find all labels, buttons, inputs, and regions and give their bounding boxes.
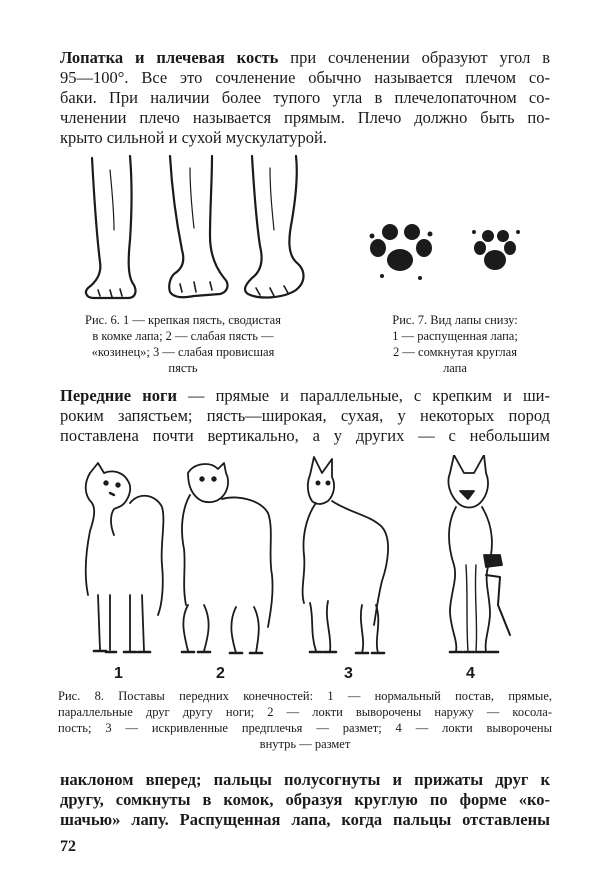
paragraph-line: баки. При наличии более тупого угла в плечелопаточном со- [60, 88, 550, 107]
caption-line: лапа [443, 361, 467, 375]
paragraph-line: другу, сомкнуты в комок, образуя круглую по форме «ко- [60, 790, 550, 809]
paragraph-line: поставлена почти вертикально, а у других — с небольшим [60, 426, 550, 445]
figure-8-number-1: 1 [114, 665, 123, 682]
figure-8-dogs [70, 455, 530, 670]
leg-illustration-2 [169, 156, 227, 297]
page-number: 72 [60, 838, 76, 855]
paragraph-line: Лопатка и плечевая кость при сочленении образуют угол в [60, 48, 551, 67]
paragraph-line: шачью» лапу. Распущенная лапа, когда пальцы отставлены [60, 810, 550, 829]
paragraph-line: наклоном вперед; пальцы полусогнуты и прижаты друг к [60, 770, 550, 789]
figure-7-caption [360, 312, 550, 376]
caption-line: Рис. 6. 1 — крепкая пясть, сводистая [85, 313, 281, 327]
dog-illustration-2 [182, 463, 273, 653]
caption-line: Рис. 8. Поставы передних конечностей: 1 — нормальный постав, прямые, [58, 689, 552, 703]
caption-line: 1 — распущенная лапа; [392, 329, 518, 343]
figure-8-caption [58, 688, 552, 752]
dog-illustration-4 [448, 455, 510, 652]
caption-line: внутрь — размет [259, 737, 351, 751]
figure-6-caption [58, 312, 308, 376]
paw-illustration-compact [472, 230, 520, 270]
caption-line: параллельные друг другу ноги; 2 — локти выворочены наружу — косола- [58, 705, 552, 719]
leg-illustration-3 [245, 156, 303, 297]
paragraph-line: Передние ноги — прямые и параллельные, с крепким и ши- [60, 386, 550, 405]
figure-6-legs [70, 150, 320, 310]
paragraph-paw [60, 770, 550, 830]
paw-illustration-spread [370, 224, 433, 280]
leg-illustration-1 [86, 156, 135, 298]
paragraph-line: членении плечо называется прямым. Плечо должно быть по- [60, 108, 550, 127]
paragraph-line: крыто сильной и сухой мускулатурой. [60, 128, 327, 147]
caption-line: 2 — сомкнутая круглая [393, 345, 517, 359]
caption-line: «козинец»; 3 — слабая провисшая [91, 345, 275, 359]
caption-line: пясть [168, 361, 198, 375]
caption-line: пость; 3 — искривленные предплечья — размет; 4 — локти выворочены [58, 721, 552, 735]
paragraph-line: роким запястьем; пясть—широкая, сухая, у некоторых пород [60, 406, 550, 425]
figure-8-number-4: 4 [466, 665, 475, 682]
figure-8-number-2: 2 [216, 665, 225, 682]
dog-illustration-3 [303, 457, 388, 653]
caption-line: в комке лапа; 2 — слабая пясть — [92, 329, 274, 343]
paragraph-shoulder [60, 48, 550, 148]
dog-illustration-1 [86, 463, 164, 652]
caption-line: Рис. 7. Вид лапы снизу: [392, 313, 518, 327]
bold-term-shoulder: Лопатка и плечевая кость [60, 48, 279, 67]
bold-term-front-legs: Передние ноги [60, 386, 177, 405]
figure-8-number-3: 3 [344, 665, 353, 682]
paragraph-front-legs [60, 386, 550, 446]
paragraph-line: 95—100°. Все это сочленение обычно называется плечом со- [60, 68, 550, 87]
figure-7-paws [360, 220, 540, 290]
